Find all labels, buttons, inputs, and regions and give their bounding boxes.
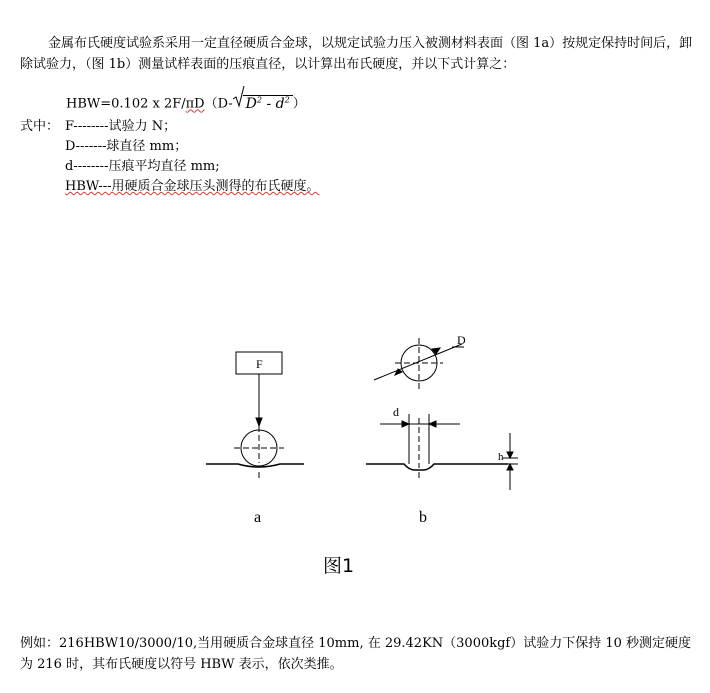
indent-label: d: [393, 405, 399, 419]
sqrt-exp-1: 2: [256, 95, 262, 104]
brinell-figure: [200, 318, 540, 588]
diameter-label: D: [457, 333, 466, 347]
subfigure-b-label: b: [419, 509, 427, 526]
diameter-arrow-lower: [395, 369, 402, 375]
definition-item-ball-d: D-------球直径 mm；: [65, 139, 188, 154]
definition-hbw-text: HBW---用硬质合金球压头测得的布氏硬度。: [65, 179, 320, 194]
formula-close: ）: [292, 96, 306, 112]
surface-b: [366, 464, 508, 470]
definition-item-indent-d: d--------压痕平均直径 mm;: [65, 159, 220, 174]
formula-sqrt: [233, 89, 293, 115]
definition-item-f: F--------试验力 N；: [65, 119, 177, 134]
sqrt-exp-2: 2: [284, 95, 290, 104]
formula-prefix: HBW=0.102 x 2F/: [66, 96, 186, 112]
sqrt-sign-icon: [233, 86, 245, 108]
definition-item-hbw: [65, 176, 319, 197]
formula-open: （D-: [204, 96, 233, 112]
depth-label: h: [498, 451, 504, 463]
sqrt-d: d: [275, 95, 285, 112]
sqrt-D: D: [245, 95, 257, 112]
intro-paragraph: 金属布氏硬度试验系采用一定直径硬质合金球，以规定试验力压入被测材料表面（图 1a）按规定保持时间后，卸除试验力，（图 1b）测量试样表面的压痕直径，以计算出布氏硬度，并以下式计算之：: [20, 36, 693, 72]
force-label: F: [256, 357, 263, 371]
subfigure-a-label: a: [254, 509, 262, 526]
sqrt-minus: -: [262, 95, 276, 112]
formula-pi-d: πD: [185, 96, 205, 112]
definitions-label: 式中：: [20, 119, 60, 134]
diameter-line: [374, 344, 462, 380]
example-paragraph: 例如：216HBW10/3000/10,当用硬质合金球直径 10mm, 在 29.42KN（3000kgf）试验力下保持 10 秒测定硬度为 216 时，其布氏硬度以符号 HBW 表示，依次类推。: [20, 636, 692, 672]
force-arrow-head: [256, 418, 262, 426]
figure-caption: 图1: [323, 555, 355, 577]
hardness-formula: [66, 89, 306, 115]
